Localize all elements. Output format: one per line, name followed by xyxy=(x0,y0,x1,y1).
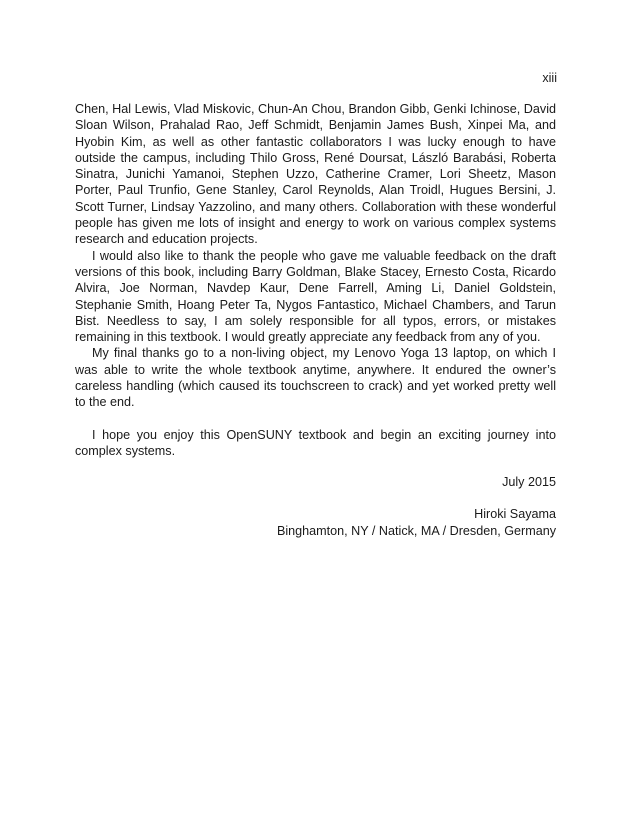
paragraph-closing: I hope you enjoy this OpenSUNY textbook and begin an exciting journey into complex systems. xyxy=(75,427,556,459)
signature-block xyxy=(277,474,556,539)
paragraph-laptop: My final thanks go to a non-living object, my Lenovo Yoga 13 laptop, on which I was able to write the whole textbook anytime, anywhere. It endured the owner’s careless handling (which caused its touchscreen to crack) and yet worked pretty well to the end. xyxy=(75,346,556,410)
page-number: xiii xyxy=(542,71,557,85)
paragraph-feedback: I would also like to thank the people who gave me valuable feedback on the draft versions of this book, including Barry Goldman, Blake Stacey, Ernesto Costa, Ricardo Alvira, Joe Norman, Navdep Kaur, Dene Farrell, Aming Li, Daniel Goldstein, Stephanie Smith, Hoang Peter Ta, Nygos Fantastico, Michael Chambers, and Tarun Bist. Needless to say, I am solely responsible for all typos, errors, or mistakes remaining in this textbook. I would greatly appreciate any feedback from any of you. xyxy=(75,248,556,345)
signature-author: Hiroki Sayama xyxy=(474,507,556,522)
acknowledgements-text xyxy=(75,101,556,460)
paragraph-collaborators: Chen, Hal Lewis, Vlad Miskovic, Chun-An Chou, Brandon Gibb, Genki Ichinose, David Sloan Wilson, Prahalad Rao, Jeff Schmidt, Benjamin James Bush, Xinpei Ma, and Hyobin Kim, as well as other fantastic collaborators I was lucky enough to have outside the campus, including Thilo Gross, René Doursat, László Barabási, Roberta Sinatra, Junichi Yamanoi, Stephen Uzzo, Catherine Cramer, Lori Sheetz, Mason Porter, Paul Trunfio, Gene Stanley, Carol Reynolds, Alan Troidl, Hugues Bersini, J. Scott Turner, Lindsay Yazzolino, and many others. Collaboration with these wonderful people has given me lots of insight and energy to work on various complex systems research and education projects. xyxy=(75,102,556,247)
signature-locations: Binghamton, NY / Natick, MA / Dresden, Germany xyxy=(276,523,556,538)
signature-date: July 2015 xyxy=(502,475,556,489)
